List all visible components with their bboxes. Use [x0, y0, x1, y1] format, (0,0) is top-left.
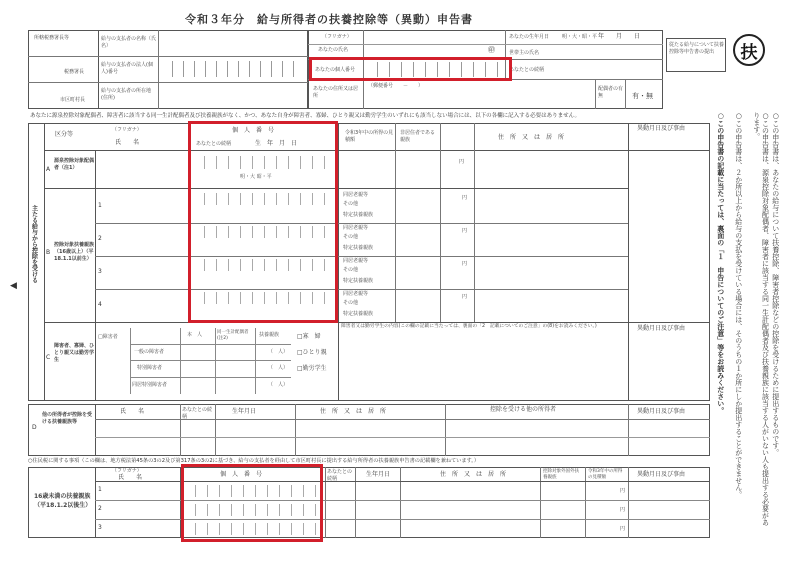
payer-address-label: 給与の支払者の所在地(住所) — [101, 88, 152, 101]
highlight-your-number — [309, 57, 512, 81]
under16-title: 16歳未満の扶養親族（平18.1.2以後生） — [34, 493, 92, 509]
student-checkbox[interactable]: □勤労学生 — [297, 365, 327, 372]
special-disabled-label: 特別障害者 — [137, 365, 163, 371]
r-yen-2: 円 — [620, 507, 626, 513]
ymd-label: 年 月 日 — [598, 33, 641, 40]
r-col-overseas: 控除対象外国外扶養親族 — [543, 469, 579, 480]
b2-opt1[interactable]: 同居老親等 — [343, 225, 369, 231]
col-self: 本 人 — [187, 332, 203, 338]
r-yen-1: 円 — [620, 488, 626, 494]
b1-opt1[interactable]: 同居老親等 — [343, 192, 369, 198]
c-people-1: （ 人） — [268, 349, 289, 355]
b3-opt3[interactable]: 特定扶養親族 — [343, 278, 374, 284]
col-change: 異動月日及び事由 — [637, 125, 686, 132]
r-col-furigana: （フリガナ） — [112, 468, 142, 474]
your-number-label: あなたの個人番号 — [315, 67, 356, 73]
relation-to-head-label: あなたとの続柄 — [509, 67, 545, 73]
birth-label: あなたの生年月日 — [509, 34, 550, 40]
col-name: 氏 名 — [115, 139, 140, 146]
d-col-address: 住 所 又 は 居 所 — [320, 408, 387, 415]
r-col-birth: 生年月日 — [366, 471, 391, 478]
col-nonresident: 非居住者である親族 — [400, 130, 436, 143]
notice-text: あなたに源泉控除対象配偶者、障害者に該当する同一生計配偶者及び扶養親族がなく、かつ、あなた自身が障害者、寡婦、ひとり親又は勤労学生のいずれにも該当しない場合には、以下の各欄に記入する必要はありません。 — [30, 113, 581, 119]
col-address: 住 所 又 は 居 所 — [498, 134, 565, 141]
right-note-2: ○この申告書は、源泉控除対象配偶者、障害者に該当する同一生計配偶者及び扶養親族に該当する人がいない人も提出する必要があります。 — [752, 112, 770, 526]
col-birthdate: 生 年 月 日 — [255, 140, 298, 147]
era-label: 明・大・昭・平 — [562, 34, 598, 40]
tax-office-name-label: 税務署長 — [64, 69, 85, 75]
r-col-number: 個 人 番 号 — [220, 471, 263, 478]
d-col-relation: あなたとの続柄 — [182, 407, 213, 420]
your-name-label: あなたの氏名 — [318, 47, 349, 53]
b2-yen: 円 — [462, 228, 468, 234]
seal-mark: ㊞ — [488, 46, 495, 54]
col-relation: あなたとの続柄 — [196, 141, 232, 147]
section-d-title: 他の所得者が控除を受ける扶養親族等 — [42, 412, 93, 425]
form-stamp-char: 扶 — [740, 42, 758, 63]
b1-yen: 円 — [462, 195, 468, 201]
highlight-dependents-number — [188, 121, 338, 323]
head-of-household-label: 世帯主の氏名 — [509, 50, 540, 56]
r-col-relation: あなたとの続柄 — [327, 469, 353, 482]
b3-opt1[interactable]: 同居老親等 — [343, 258, 369, 264]
r-col-income: 令和3年中の所得の見積額 — [588, 469, 623, 480]
single-parent-checkbox[interactable]: □ひとり親 — [297, 349, 327, 356]
your-address-label: あなたの住所又は居所 — [313, 86, 359, 99]
payer-number-input[interactable] — [162, 61, 304, 77]
b4-opt1[interactable]: 同居老親等 — [343, 291, 369, 297]
section-b-row-2: 2 — [98, 235, 102, 242]
spouse-label: 配偶者の有無 — [598, 86, 624, 99]
section-d-label: D — [32, 424, 37, 431]
d-col-name: 氏 名 — [120, 408, 145, 415]
b3-yen: 円 — [462, 261, 468, 267]
c-people-3: （ 人） — [268, 382, 289, 388]
section-a-title: 源泉控除対象配偶者（注1） — [54, 158, 95, 171]
r-row-1: 1 — [98, 486, 102, 493]
right-note-3: ○この申告書は、２か所以上から給与の支払を受けている場合には、そのうちの１か所にしか提出することができません。 — [734, 112, 743, 498]
section-b-row-3: 3 — [98, 268, 102, 275]
col-dependents: 扶養親族 — [259, 332, 280, 338]
b2-opt3[interactable]: 特定扶養親族 — [343, 245, 374, 251]
section-c-title: 障害者、寡婦、ひとり親又は勤労学生 — [54, 343, 95, 363]
d-col-birth: 生年月日 — [232, 408, 257, 415]
payer-number-label: 給与の支払者の法人(個人)番号 — [101, 62, 153, 75]
postal-code-label: （郵便番号 － ） — [368, 83, 424, 89]
right-note-4: ○この申告書の記載に当たっては、裏面の「１ 申告についてのご注意」等をお読みください。 — [716, 112, 725, 414]
tax-office-label: 所轄税務署長等 — [34, 35, 70, 41]
b4-opt3[interactable]: 特定扶養親族 — [343, 311, 374, 317]
c-content-note: 障害者又は勤労学生の内容(この欄の記載に当たっては、裏面の「2 記載についてのご注意」の(8)をお読みください。) — [341, 324, 597, 329]
col-income: 令和3年中の所得の見積額 — [345, 130, 394, 143]
r-col-change: 異動月日及び事由 — [637, 471, 686, 478]
disabled-checkbox[interactable]: □障害者 — [98, 334, 118, 340]
c-people-2: （ 人） — [268, 365, 289, 371]
section-b-label: B — [46, 249, 51, 256]
city-label: 市区町村長 — [60, 97, 86, 103]
section-b-title: 控除対象扶養親族（16歳以上）（平18.1.1以前生） — [54, 242, 95, 262]
col-furigana: （フリガナ） — [112, 127, 142, 133]
d-col-other-person: 控除を受ける他の所得者 — [490, 406, 557, 413]
side-arrow-icon: ◀ — [10, 281, 17, 291]
d-col-change: 異動月日及び事由 — [637, 408, 686, 415]
section-c-label: C — [46, 354, 51, 361]
b1-opt3[interactable]: 特定扶養親族 — [343, 212, 374, 218]
c-change-label: 異動月日及び事由 — [637, 325, 686, 332]
form-title: 令和３年分 給与所得者の扶養控除等（異動）申告書 — [185, 13, 473, 26]
payer-name-label: 給与の支払者の名称（氏名） — [101, 36, 157, 49]
right-note-1: ○この申告書は、あなたの給与について扶養控除、障害者控除などの控除を受けるために提出するものです。 — [771, 112, 780, 456]
r-col-address: 住 所 又 は 居 所 — [440, 471, 507, 478]
furigana-label: （フリガナ） — [322, 34, 352, 40]
section-a-yen: 円 — [459, 159, 465, 165]
col-personal-number: 個 人 番 号 — [232, 127, 275, 134]
cohabiting-disabled-label: 同居特別障害者 — [132, 382, 168, 388]
general-disabled-label: 一般の障害者 — [134, 349, 165, 355]
section-a-label: A — [46, 166, 51, 173]
section-a-era: 明・大 昭・平 — [240, 174, 272, 180]
form-stamp-circle — [733, 34, 765, 66]
side-label-main: 主たる給与から控除を受ける — [30, 205, 38, 283]
b4-yen: 円 — [462, 294, 468, 300]
b1-opt2[interactable]: その他 — [343, 201, 359, 207]
highlight-under16-number — [181, 464, 323, 542]
col-category: 区分等 — [55, 131, 74, 138]
r-yen-3: 円 — [620, 526, 626, 532]
widow-checkbox[interactable]: □寡 婦 — [297, 333, 321, 340]
b2-opt2[interactable]: その他 — [343, 234, 359, 240]
resident-tax-header: ○住民税に関する事項（この欄は、地方税法第45条の3の2及び第317条の3の2に基づき、給与の支払者を経由して市区町村長に提出する給与所得者の扶養親族申告書の記載欄を兼ねています。） — [28, 458, 480, 464]
b4-opt2[interactable]: その他 — [343, 300, 359, 306]
r-row-3: 3 — [98, 524, 102, 531]
secondary-income-note: 従たる給与について扶養控除等申告書の提出 — [669, 42, 724, 55]
section-b-row-4: 4 — [98, 301, 102, 308]
spouse-yes-no[interactable]: 有・無 — [632, 92, 653, 100]
col-spouse: 同一生計配偶者(注2) — [217, 330, 249, 341]
b3-opt2[interactable]: その他 — [343, 267, 359, 273]
section-b-row-1: 1 — [98, 202, 102, 209]
r-col-name: 氏 名 — [118, 474, 143, 481]
r-row-2: 2 — [98, 505, 102, 512]
